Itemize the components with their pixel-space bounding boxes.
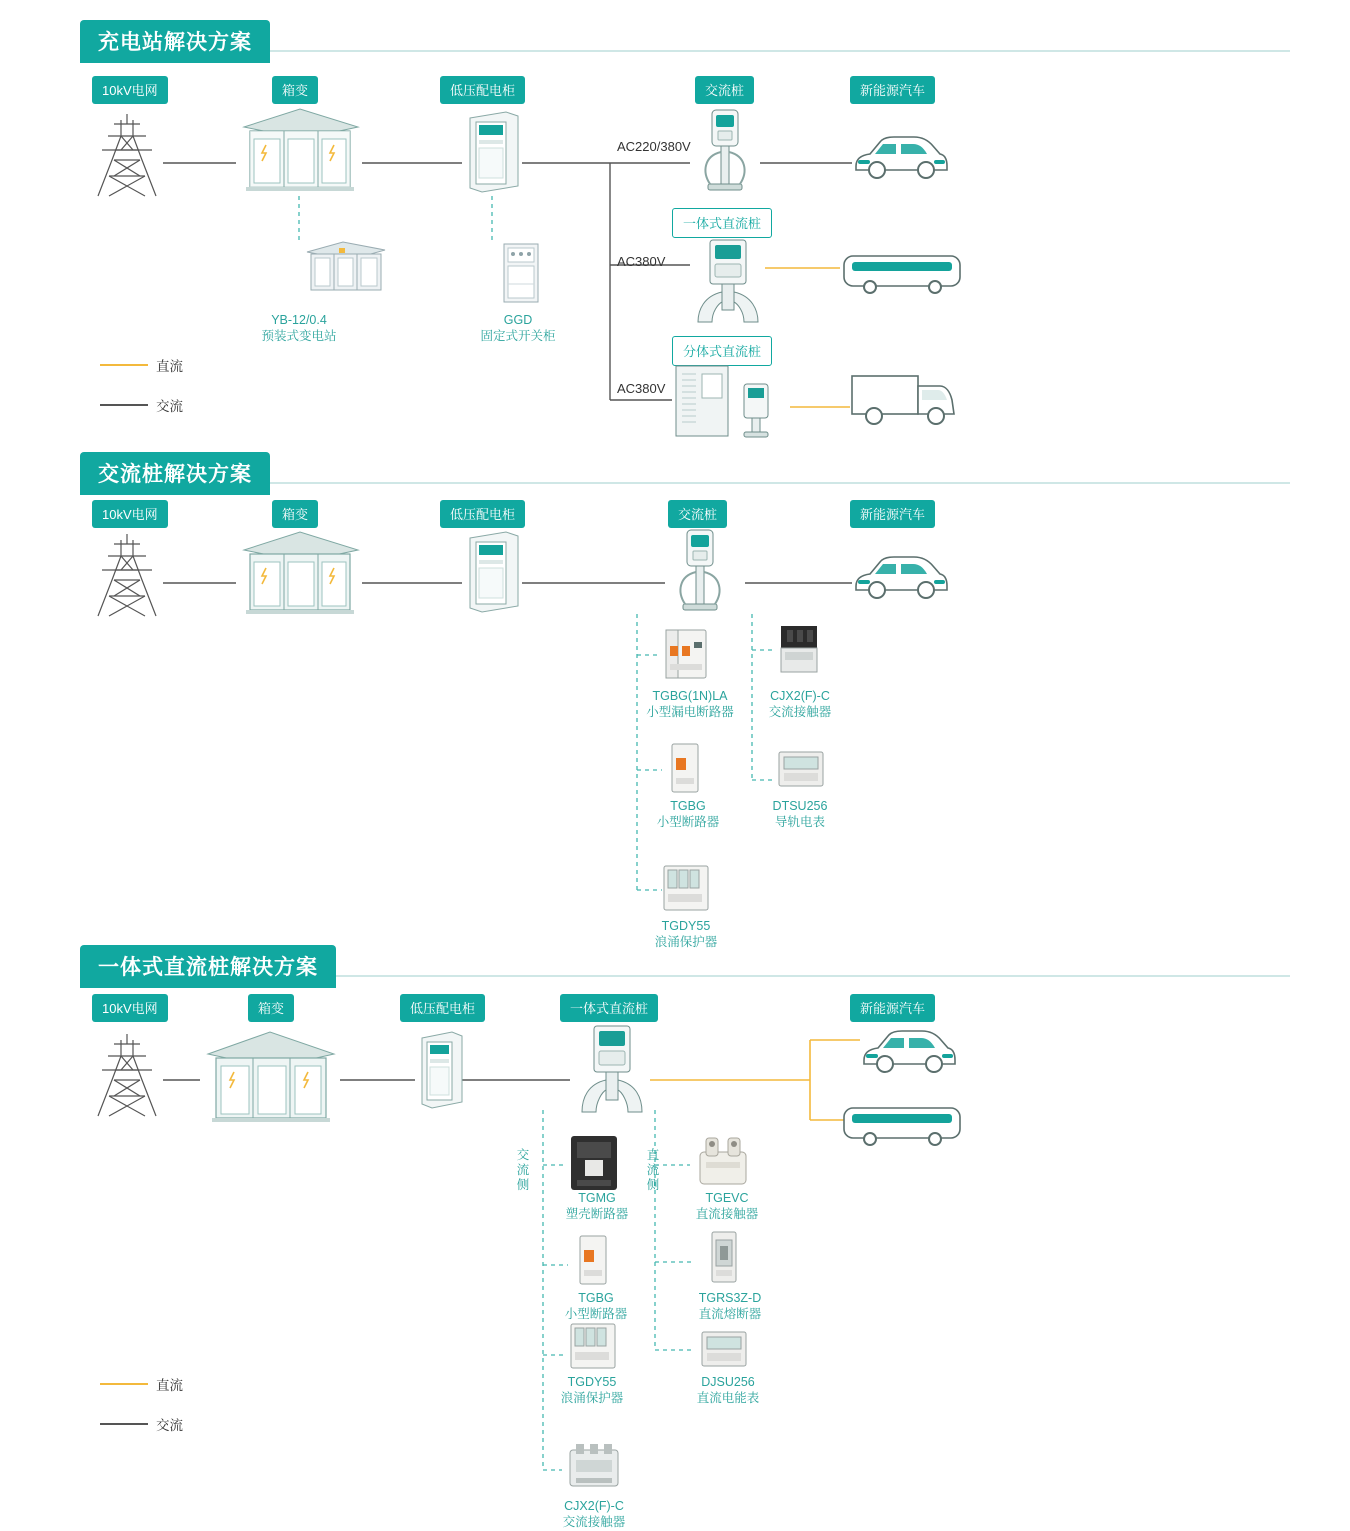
yb-substation-icon [303,240,389,301]
legend-dc-line-1 [100,364,148,366]
caption-djsu256-line2: 直流电能表 [696,1391,760,1405]
ggd-cabinet-icon [500,240,542,311]
caption-ggd [458,312,578,344]
lv-cabinet-icon-1 [466,108,522,199]
tgbg-1n-la-icon [658,626,714,687]
voltage-ac380-a: AC380V [617,254,666,269]
ev-car-icon-1 [850,128,950,189]
caption-tgbg-2-line2: 小型断路器 [656,815,720,829]
caption-cjx2-2-line1: CJX2(F)-C [770,689,830,703]
integrated-dc-pile-icon-3 [570,1022,654,1123]
caption-tgdy55-3 [542,1374,642,1406]
legend-ac-label-1: 交流 [156,399,183,414]
legend-dc-label-3: 直流 [156,1378,183,1393]
tgdy55-icon-2 [658,862,714,919]
tag-grid-3: 10kV电网 [92,994,168,1022]
lv-cabinet-icon-2 [466,528,522,619]
section-3-title-wrap [80,945,336,988]
caption-tgrs3z-line1: TGRS3Z-D [698,1291,762,1305]
legend-ac-label-3: 交流 [156,1418,183,1433]
section-3-title: 一体式直流桩解决方案 [80,945,336,988]
tgbg-icon-3 [570,1232,614,1293]
caption-tgmg-line1: TGMG [578,1191,616,1205]
label-ac-side: 交流侧 [516,1148,530,1192]
label-dc-side: 直流侧 [646,1148,660,1192]
tag-lv-cabinet-3: 低压配电柜 [400,994,485,1022]
caption-tgbg-3 [548,1290,644,1322]
caption-tgbg-1n-la [640,688,740,720]
tag-lv-cabinet-1: 低压配电柜 [440,76,525,104]
tag-box-substation-2: 箱变 [272,500,318,528]
djsu256-icon [698,1328,750,1377]
caption-tgbg1n-line1: TGBG(1N)LA [652,689,728,703]
caption-tgbg-3-line2: 小型断路器 [564,1307,628,1321]
caption-tgdy55-2-line2: 浪涌保护器 [654,935,718,949]
caption-tgbg-2 [648,798,728,830]
ev-truck-icon-1 [848,370,960,437]
tag-ac-pile-2: 交流桩 [668,500,727,528]
voltage-ac220-380: AC220/380V [617,139,691,154]
tgmg-icon [565,1132,623,1199]
caption-tgdy55-2-line1: TGDY55 [661,919,711,933]
section-2-title: 交流桩解决方案 [80,452,270,495]
caption-yb-line2: 预装式变电站 [261,329,337,343]
tgbg-icon-2 [662,740,706,801]
legend-ac-line-3 [100,1423,148,1425]
caption-tgevc-line1: TGEVC [705,1191,749,1205]
section-2-title-wrap [80,452,270,495]
box-substation-icon-1 [236,105,364,202]
caption-djsu256-line1: DJSU256 [701,1375,755,1389]
legend-dc-label-1: 直流 [156,359,183,374]
caption-tgdy55-3-line2: 浪涌保护器 [560,1391,624,1405]
ac-pile-icon-1 [690,106,760,199]
ev-car-icon-3 [858,1022,958,1083]
legend-ac-line-1 [100,404,148,406]
pylon-icon-1 [90,110,165,205]
caption-cjx2-3 [540,1498,648,1530]
caption-ggd-line1: GGD [503,313,533,327]
tag-ev-1: 新能源汽车 [850,76,935,104]
caption-yb-substation [244,312,354,344]
pylon-icon-3 [90,1030,165,1125]
section-1-title-wrap [80,20,270,63]
tag-box-substation-3: 箱变 [248,994,294,1022]
caption-dtsu256 [750,798,850,830]
caption-tgdy55-2 [636,918,736,950]
caption-dtsu256-line2: 导轨电表 [774,815,825,829]
caption-dtsu256-line1: DTSU256 [772,799,828,813]
tag-box-substation-1: 箱变 [272,76,318,104]
caption-tgbg-3-line1: TGBG [578,1291,614,1305]
caption-tgrs3z-d [678,1290,782,1322]
caption-cjx2-3-line2: 交流接触器 [562,1515,626,1529]
voltage-ac380-b: AC380V [617,381,666,396]
caption-tgmg-line2: 塑壳断路器 [565,1207,629,1221]
caption-yb-line1: YB-12/0.4 [271,313,327,327]
legend-dc-line-3 [100,1383,148,1385]
pylon-icon-2 [90,530,165,625]
tag-grid-1: 10kV电网 [92,76,168,104]
tag-split-dc-pile-1: 分体式直流桩 [672,336,772,366]
box-substation-icon-3 [200,1028,340,1133]
caption-djsu256 [676,1374,780,1406]
caption-tgbg-2-line1: TGBG [670,799,706,813]
tag-ev-2: 新能源汽车 [850,500,935,528]
tag-integrated-dc-pile-1: 一体式直流桩 [672,208,772,238]
split-dc-pile-icon-1 [672,362,790,445]
integrated-dc-pile-icon-1 [688,236,768,333]
caption-cjx2-2-line2: 交流接触器 [768,705,832,719]
section-1-title: 充电站解决方案 [80,20,270,63]
tag-integrated-dc-pile-3: 一体式直流桩 [560,994,658,1022]
tag-grid-2: 10kV电网 [92,500,168,528]
cjx2-f-c-icon-3 [562,1440,626,1501]
tag-ac-pile-1: 交流桩 [695,76,754,104]
caption-ggd-line2: 固定式开关柜 [480,329,556,343]
tgdy55-icon-3 [565,1320,621,1377]
ac-pile-icon-2 [665,526,735,619]
caption-cjx2-2 [752,688,848,720]
caption-tgmg [552,1190,642,1222]
ev-car-icon-2 [850,548,950,609]
tgrs3z-d-icon [700,1228,748,1291]
caption-cjx2-3-line1: CJX2(F)-C [564,1499,624,1513]
cjx2-f-c-icon-2 [775,622,823,683]
dtsu256-icon [775,748,827,797]
ev-bus-icon-3 [840,1104,964,1153]
tgevc-icon [692,1134,754,1197]
tag-lv-cabinet-2: 低压配电柜 [440,500,525,528]
tag-ev-3: 新能源汽车 [850,994,935,1022]
caption-tgevc [682,1190,772,1222]
lv-cabinet-icon-3 [418,1028,466,1115]
caption-tgrs3z-line2: 直流熔断器 [698,1307,762,1321]
caption-tgbg1n-line2: 小型漏电断路器 [646,705,734,719]
caption-tgdy55-3-line1: TGDY55 [567,1375,617,1389]
caption-tgevc-line2: 直流接触器 [695,1207,759,1221]
ev-bus-icon-1 [840,252,964,301]
box-substation-icon-2 [236,528,364,625]
